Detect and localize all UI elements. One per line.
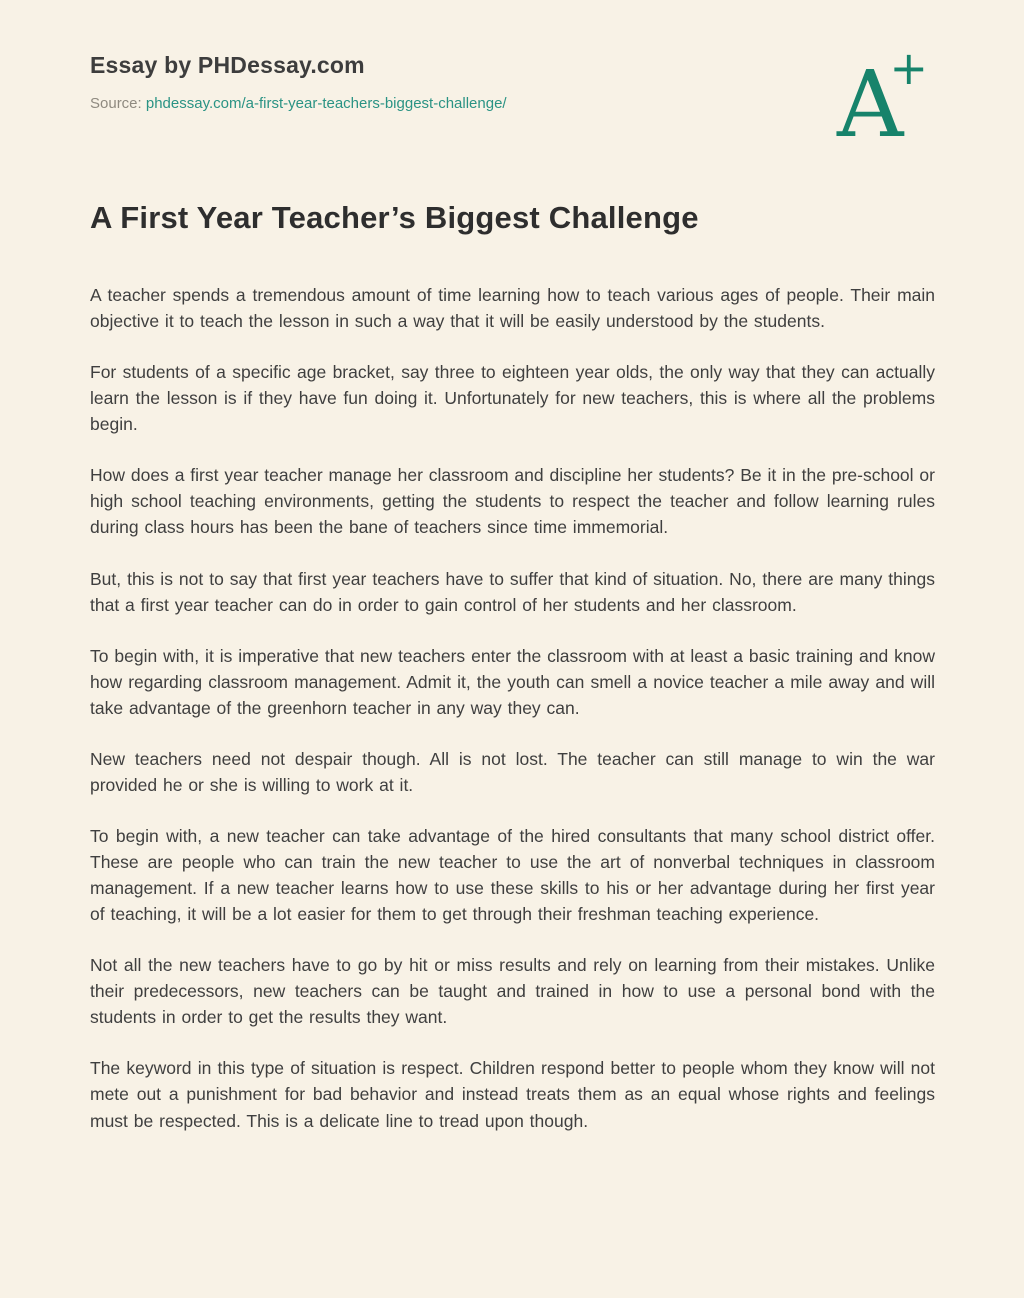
logo-a-glyph: A (837, 51, 904, 158)
phdessay-logo[interactable] (837, 41, 928, 158)
paragraph: To begin with, a new teacher can take advantage of the hired consultants that many school district offer. These are people who can train the new teacher to use the art of nonverbal techniques in classroom management. If a new teacher learns how to use these skills to his or her advantage during her first year of teaching, it will be a lot easier for them to get through their freshman teaching experience. (90, 825, 935, 925)
paragraph: For students of a specific age bracket, say three to eighteen year olds, the only way that they can actually learn the lesson is if they have fun doing it. Unfortunately for new teachers, this is where all the problems begin. (90, 362, 935, 435)
page-title: A First Year Teacher’s Biggest Challenge (90, 200, 699, 235)
source-label: Source: (90, 95, 146, 112)
essay-byline: Essay by PHDessay.com (90, 52, 365, 78)
paragraph: To begin with, it is imperative that new teachers enter the classroom with at least a basic training and know how regarding classroom management. Admit it, the youth can smell a novice teacher a mile away and will take advantage of the greenhorn teacher in any way they can. (90, 645, 935, 718)
source-line (90, 95, 935, 112)
paragraph: Not all the new teachers have to go by hit or miss results and rely on learning from their mistakes. Unlike their predecessors, new teachers can be taught and trained in how to use a personal bond with the students in order to get the results they want. (90, 955, 935, 1028)
paragraph: How does a first year teacher manage her classroom and discipline her students? Be it in the pre-school or high school teaching environments, getting the students to respect the teacher and follow learning rules during class hours has been the bane of teachers since time immemorial. (90, 465, 935, 538)
paragraph: A teacher spends a tremendous amount of time learning how to teach various ages of people. Their main objective it to teach the lesson in such a way that it will be easily understood by the students. (90, 285, 935, 332)
paragraph: But, this is not to say that first year teachers have to suffer that kind of situation. No, there are many things that a first year teacher can do in order to gain control of her students and her classroom. (90, 568, 935, 615)
source-link[interactable]: phdessay.com/a-first-year-teachers-biggest-challenge/ (145, 95, 507, 112)
paragraph: The keyword in this type of situation is respect. Children respond better to people whom they know will not mete out a punishment for bad behavior and instead treats them as an equal whose rights and feelings must be respected. This is a delicate line to tread upon though. (90, 1058, 935, 1131)
paragraph: New teachers need not despair though. All is not lost. The teacher can still manage to win the war provided he or she is willing to work at it. (90, 748, 935, 795)
article-body (90, 282, 935, 1134)
logo-plus-icon: + (889, 41, 928, 95)
